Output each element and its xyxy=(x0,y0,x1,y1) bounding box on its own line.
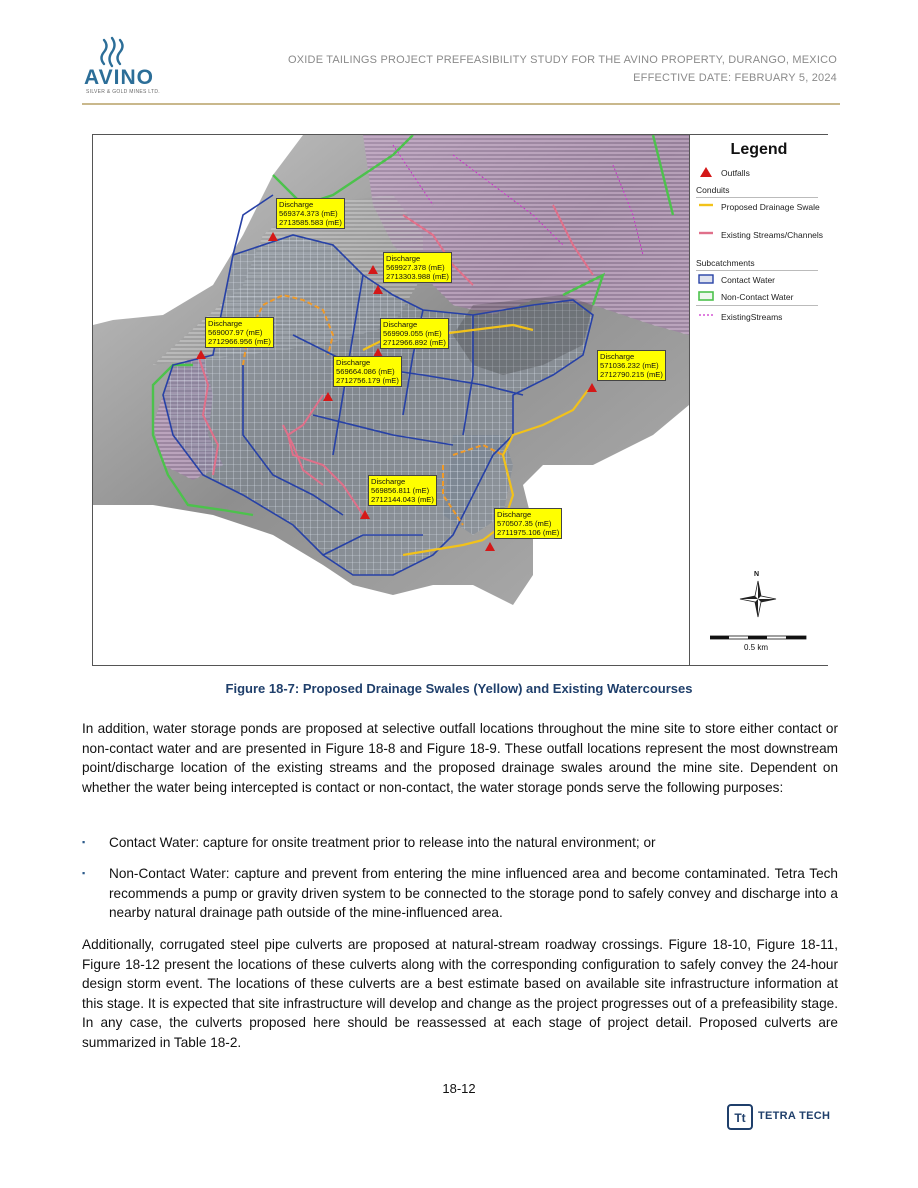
discharge-callout: Discharge 571036.232 (mE) 2712790.215 (mE) xyxy=(597,350,666,381)
discharge-callout: Discharge 569856.811 (mE) 2712144.043 (mE) xyxy=(368,475,437,506)
drainage-map-figure xyxy=(92,134,828,666)
north-label: N xyxy=(754,571,760,578)
dotted-stream-line-icon xyxy=(698,311,714,319)
page-number: 18-12 xyxy=(442,1081,476,1096)
stream-line-icon xyxy=(698,229,714,237)
north-arrow-icon xyxy=(738,579,778,619)
header-rule xyxy=(82,103,840,105)
legend-divider xyxy=(696,197,818,198)
bullet-contact-water: Contact Water: capture for onsite treatment prior to release into the natural environment; or xyxy=(109,835,656,850)
discharge-callout: Discharge 569909.055 (mE) 2712966.892 (mE) xyxy=(380,318,449,349)
logo-subtitle: SILVER & GOLD MINES LTD. xyxy=(86,89,160,95)
tetra-tech-logo-mark: Tt xyxy=(734,1111,746,1125)
discharge-callout: Discharge 569664.086 (mE) 2712756.179 (mE) xyxy=(333,356,402,387)
header-title: OXIDE TAILINGS PROJECT PREFEASIBILITY STUDY FOR THE AVINO PROPERTY, DURANGO, MEXICO xyxy=(288,54,837,66)
non-contact-water-swatch-icon xyxy=(698,291,714,301)
paragraph-storage-ponds: In addition, water storage ponds are proposed at selective outfall locations throughout the mine site to store either contact or non-contact water and are presented in Figure 18-8 and Figure 18-9. These outfall locations represent the most downstream point/discharge location of the existing streams and the proposed drainage swales around the mine site. Dependent on whether the water being intercepted is contact or non-contact, the water storage ponds serve the following purposes: xyxy=(82,721,838,795)
swale-line-icon xyxy=(698,201,714,209)
list-item xyxy=(82,833,838,853)
scale-bar-icon xyxy=(710,634,808,642)
legend-outfalls: Outfalls xyxy=(721,168,750,178)
legend-title: Legend xyxy=(730,141,788,158)
contact-water-swatch-icon xyxy=(698,274,714,284)
legend-contact-water: Contact Water xyxy=(721,275,776,285)
outfall-triangle-icon xyxy=(698,166,714,178)
legend-divider xyxy=(696,270,818,271)
figure-caption: Figure 18-7: Proposed Drainage Swales (Yellow) and Existing Watercourses xyxy=(225,681,693,696)
bullet-marker: ▪ xyxy=(82,868,86,878)
tetra-tech-logo-icon xyxy=(727,1104,753,1130)
header-effective-date: EFFECTIVE DATE: FEBRUARY 5, 2024 xyxy=(633,72,837,84)
discharge-callout: Discharge 570507.35 (mE) 2711975.106 (mE) xyxy=(494,508,562,539)
map-image xyxy=(93,135,689,665)
tetra-tech-wordmark: TETRA TECH xyxy=(758,1110,831,1122)
legend-subcatchments-heading: Subcatchments xyxy=(696,258,755,268)
discharge-callout: Discharge 569007.97 (mE) 2712966.956 (mE) xyxy=(205,317,274,348)
paragraph-culverts: Additionally, corrugated steel pipe culverts are proposed at natural-stream roadway crossings. Figure 18-10, Figure 18-11, Figure 18-12 present the locations of these culverts along with the corresponding configuration to safely convey the 24-hour design storm event. The locations of these culverts are a best estimate based on available site infrastructure information at this stage. It is expected that site infrastructure will develop and change as the project progresses out of a prefeasibility stage. In any case, the culverts proposed here should be reassessed at each stage of project detail. Proposed culverts are summarized in Table 18-2. xyxy=(82,937,838,1050)
legend-conduits-heading: Conduits xyxy=(696,185,730,195)
bullet-non-contact-water: Non-Contact Water: capture and prevent from entering the mine influenced area and become contaminated. Tetra Tech recommends a pump or gravity driven system to be connected to the storage pond to safely convey and discharge into a nearby natural drainage path outside of the mine-influenced area. xyxy=(109,866,838,920)
logo-wordmark: AVINO xyxy=(84,66,154,89)
legend-divider xyxy=(696,305,818,306)
discharge-callout: Discharge 569374.373 (mE) 2713585.583 (mE) xyxy=(276,198,345,229)
bullet-marker: ▪ xyxy=(82,837,86,847)
map-legend xyxy=(689,135,828,665)
list-item xyxy=(82,864,838,923)
legend-proposed-swale: Proposed Drainage Swale xyxy=(721,202,820,212)
legend-existing-streams-channels: Existing Streams/Channels xyxy=(721,230,824,240)
discharge-callout: Discharge 569927.378 (mE) 2713303.988 (mE) xyxy=(383,252,452,283)
legend-non-contact-water: Non-Contact Water xyxy=(721,292,794,302)
scale-label: 0.5 km xyxy=(744,643,769,652)
legend-existing-streams: ExistingStreams xyxy=(721,312,783,322)
